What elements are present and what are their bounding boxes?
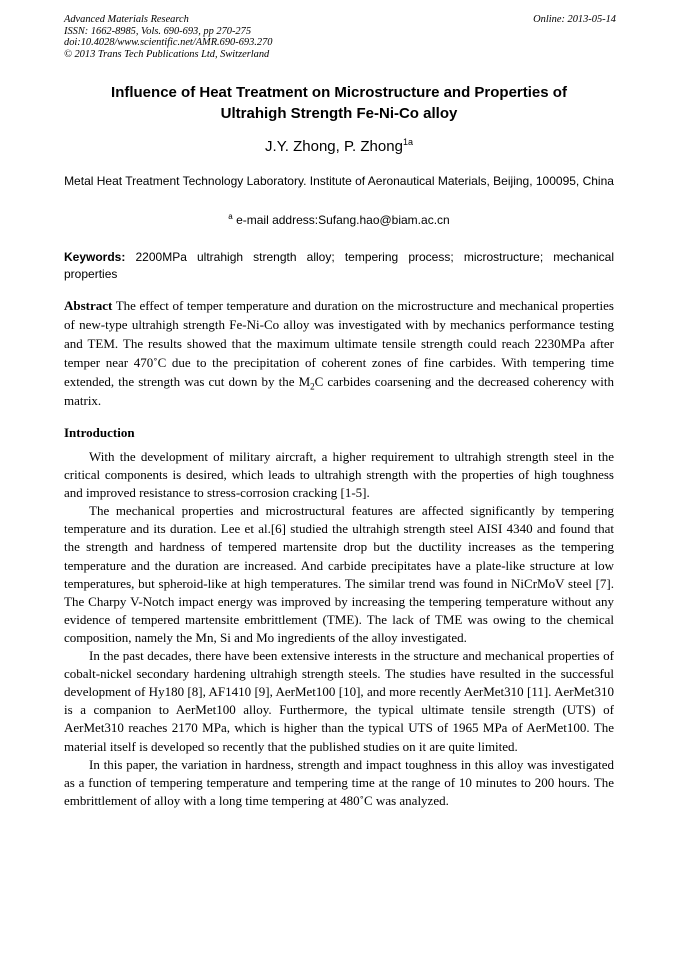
authors [64,137,614,157]
abstract-subscript: 2 [310,381,315,392]
author-superscript: 1a [402,137,413,147]
title-line-2: Ultrahigh Strength Fe-Ni-Co alloy [220,105,458,122]
title-line-1: Influence of Heat Treatment on Microstructure and Properties of [111,84,567,101]
email-line [64,210,614,230]
email-address: e-mail address:Sufang.hao@biam.ac.cn [232,213,450,227]
copyright-line: © 2013 Trans Tech Publications Ltd, Switzerland [64,48,270,60]
abstract [64,296,614,411]
intro-paragraph: With the development of military aircraft, a higher requirement to ultrahigh strength steel in the critical components is desired, which leads to ultrahigh strength with the properties of high toughness and improved resistance to stress-corrosion cracking [1-5]. [64,449,614,501]
paper-title [64,82,614,124]
affiliation: Metal Heat Treatment Technology Laboratory. Institute of Aeronautical Materials, Beijing, 100095, China [64,174,614,188]
online-date: Online: 2013-05-14 [533,14,616,25]
intro-paragraph: In the past decades, there have been extensive interests in the structure and mechanical properties of cobalt-nickel secondary hardening ultrahigh strength steels. The studies have resulted in the successful development of Hy180 [8], AF1410 [9], AerMet100 [10], and more recently AerMet310 [11]. AerMet310 is a companion to AerMet100 alloy. Furthermore, the typical ultimate tensile strength (UTS) of AerMet310 reaches 2170 MPa, which is higher than the typical UTS of 1965 MPa of AerMet100. The material itself is developed so recently that the published studies on it are quite limited. [64,648,614,754]
section-heading-introduction: Introduction [64,425,135,440]
keywords-label: Keywords: [64,250,126,264]
intro-paragraph: The mechanical properties and microstructural features are affected significantly by tempering temperature and its duration. Lee et al.[6] studied the ultrahigh strength steel AISI 4340 and found that the strength and hardness of tempered martensite drop but the ductility increases as the tempering temperature and the duration are increased. And carbide precipitates have a plate-like structure at low temperatures, but spheroid-like at high temperatures. The similar trend was found in NiCrMoV steel [7]. The Charpy V-Notch impact energy was improved by increasing the tempering temperature without any evidence of tempered martensite embrittlement (TME). The lack of TME was owing to the chemical composition, namely the Mn, Si and Mo ingredients of the alloy investigated. [64,503,614,645]
abstract-label: Abstract [64,298,113,313]
intro-paragraph: In this paper, the variation in hardness, strength and impact toughness in this alloy was investigated as a function of tempering temperature and tempering time at the range of 10 minutes to 200 hours. The embrittlement of alloy with a long time tempering at 480˚C was analyzed. [64,756,614,808]
journal-name: Advanced Materials Research [64,14,189,25]
abstract-text-b: C carbides coarsening and the decreased coherency with matrix. [64,374,614,409]
issn-line: ISSN: 1662-8985, Vols. 690-693, pp 270-275 [64,25,252,37]
journal-header [64,14,616,60]
abstract-text-a: The effect of temper temperature and duration on the microstructure and mechanical properties of new-type ultrahigh strength Fe-Ni-Co alloy was investigated with by mechanics performance testing and TEM. The results showed that the maximum ultimate tensile strength could reach 2230MPa after temper near 470˚C due to the precipitation of coherent zones of fine carbides. With tempering time extended, the strength was cut down by the M [64,298,614,390]
keywords [64,249,614,282]
author-names: J.Y. Zhong, P. Zhong [265,138,403,155]
keywords-text: 2200MPa ultrahigh strength alloy; tempering process; microstructure; mechanical properties [64,250,614,281]
introduction-body [64,448,614,810]
doi-line: doi:10.4028/www.scientific.net/AMR.690-693.270 [64,37,273,49]
email-marker: a [228,212,233,221]
